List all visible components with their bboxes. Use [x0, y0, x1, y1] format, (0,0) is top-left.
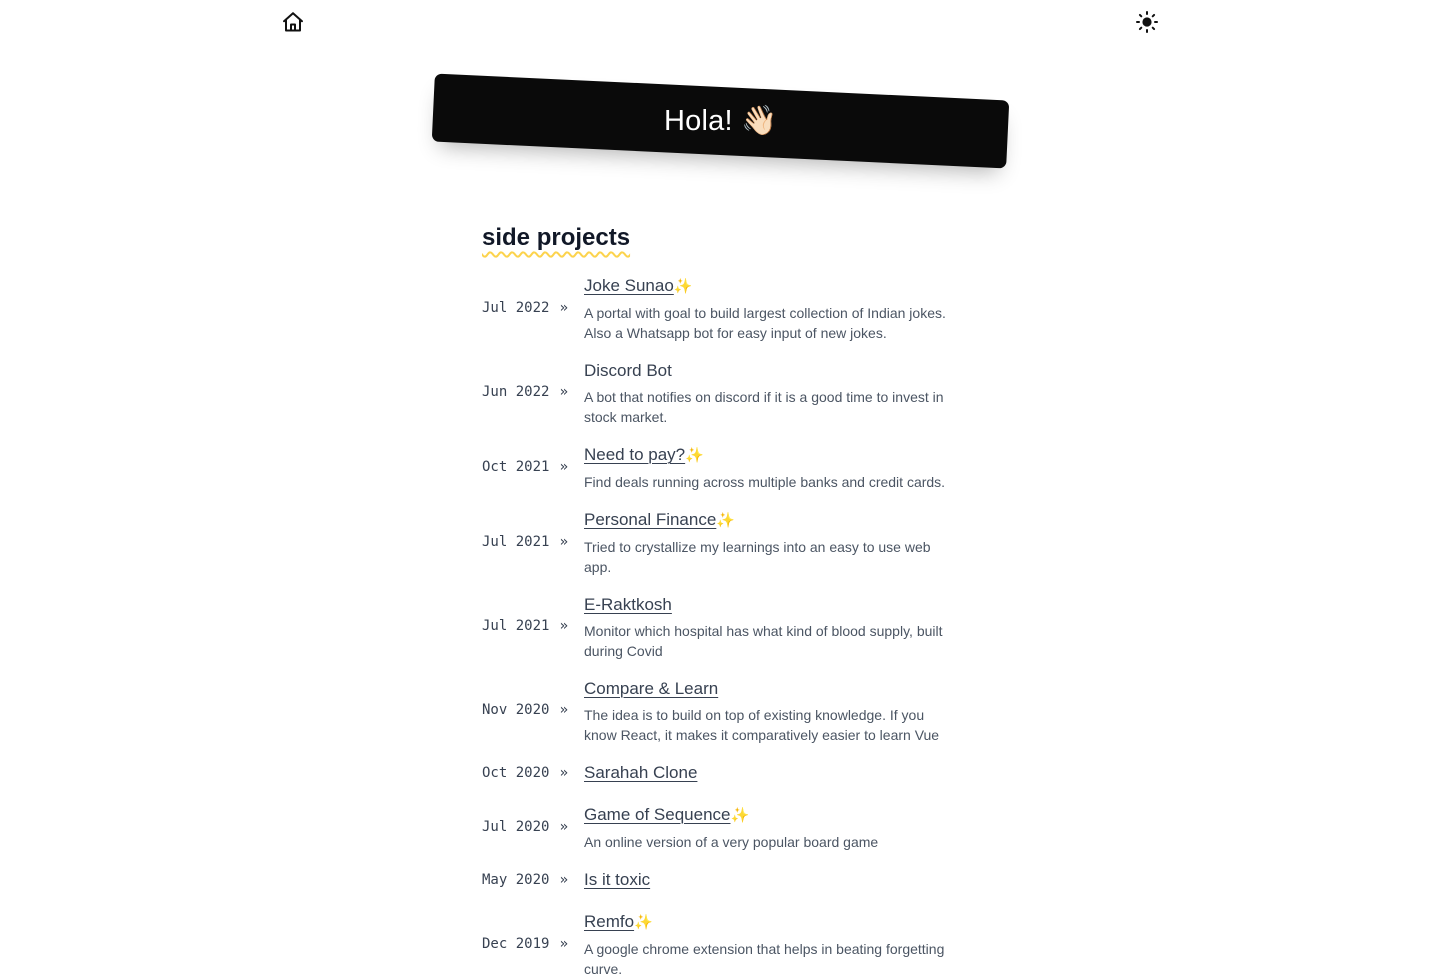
date-marker: »: [559, 935, 568, 952]
project-description: Monitor which hospital has what kind of blood supply, built during Covid: [584, 623, 943, 659]
project-list: [482, 272, 958, 979]
date-marker: »: [559, 384, 568, 400]
project-date-text: Oct 2021: [482, 458, 550, 475]
project-description: Tried to crystallize my learnings into an easy to use web app.: [584, 539, 931, 575]
project-body: [584, 441, 958, 492]
project-title: [584, 361, 672, 380]
project-body: [584, 759, 958, 787]
project-date: [482, 817, 568, 837]
project-date: [482, 870, 568, 890]
project-title-text: Game of Sequence: [584, 805, 731, 824]
project-body: [584, 357, 958, 427]
project-title-text: Sarahah Clone: [584, 763, 698, 782]
project-body: [584, 908, 958, 979]
project-title-text: Compare & Learn: [584, 679, 719, 698]
project-date-text: Dec 2019: [482, 935, 550, 952]
project-title[interactable]: [584, 870, 650, 889]
project-body: [584, 801, 958, 852]
project-item: [482, 357, 958, 427]
project-date: [482, 382, 568, 402]
section-title: side projects: [482, 224, 631, 251]
sparkles-icon: ✨: [634, 914, 653, 931]
project-item: [482, 866, 958, 894]
project-date-text: Jul 2021: [482, 533, 550, 550]
hola-banner-wrap: [433, 87, 1008, 155]
project-title-text: Need to pay?: [584, 445, 686, 464]
project-body: [584, 591, 958, 661]
project-body: [584, 675, 958, 745]
project-item: [482, 506, 958, 577]
project-title-text: Discord Bot: [584, 361, 672, 380]
project-date: [482, 934, 568, 954]
header: [280, 0, 1160, 42]
project-date-text: Jul 2021: [482, 618, 550, 634]
project-date: [482, 298, 568, 318]
project-title[interactable]: [584, 912, 653, 931]
project-title-text: Remfo: [584, 912, 635, 931]
project-date-text: Jul 2022: [482, 299, 550, 316]
project-description: A bot that notifies on discord if it is a good time to invest in stock market.: [584, 389, 944, 425]
home-icon: [281, 10, 305, 34]
date-marker: »: [559, 618, 568, 634]
sparkles-icon: ✨: [716, 512, 735, 529]
project-date-text: May 2020: [482, 872, 550, 888]
project-date: [482, 616, 568, 636]
project-title[interactable]: [584, 276, 692, 295]
date-marker: »: [559, 818, 568, 835]
date-marker: »: [559, 765, 568, 781]
project-title[interactable]: [584, 445, 704, 464]
project-title[interactable]: [584, 805, 749, 824]
project-item: [482, 591, 958, 661]
project-date-text: Oct 2020: [482, 765, 550, 781]
date-marker: »: [559, 299, 568, 316]
project-date: [482, 763, 568, 783]
project-date-text: Nov 2020: [482, 702, 550, 718]
date-marker: »: [559, 533, 568, 550]
project-title[interactable]: [584, 763, 697, 782]
home-link[interactable]: [280, 9, 306, 35]
project-title-text: Personal Finance: [584, 510, 717, 529]
project-title-text: Joke Sunao: [584, 276, 674, 295]
main-content: [482, 155, 958, 979]
project-date-text: Jul 2020: [482, 818, 550, 835]
project-title[interactable]: [584, 510, 735, 529]
theme-toggle-button[interactable]: [1134, 9, 1160, 35]
project-title[interactable]: [584, 595, 672, 614]
date-marker: »: [559, 702, 568, 718]
project-description: A portal with goal to build largest collection of Indian jokes. Also a Whatsapp bot for easy input of new jokes.: [584, 305, 946, 341]
project-title-text: E-Raktkosh: [584, 595, 672, 614]
project-date: [482, 700, 568, 720]
project-date-text: Jun 2022: [482, 384, 550, 400]
project-item: [482, 272, 958, 343]
project-item: [482, 908, 958, 979]
project-description: A google chrome extension that helps in beating forgetting curve.: [584, 941, 945, 977]
project-date: [482, 457, 568, 477]
project-item: [482, 441, 958, 492]
project-body: [584, 866, 958, 894]
project-description: Find deals running across multiple banks and credit cards.: [584, 474, 946, 490]
project-item: [482, 759, 958, 787]
project-body: [584, 272, 958, 343]
project-description: An online version of a very popular board game: [584, 834, 879, 850]
sun-icon: [1135, 10, 1159, 34]
sparkles-icon: ✨: [685, 447, 704, 464]
project-title-text: Is it toxic: [584, 870, 651, 889]
project-title[interactable]: [584, 679, 718, 698]
date-marker: »: [559, 458, 568, 475]
date-marker: »: [559, 872, 568, 888]
sparkles-icon: ✨: [673, 278, 693, 295]
project-item: [482, 675, 958, 745]
project-description: The idea is to build on top of existing knowledge. If you know React, it makes it comparatively easier to learn Vue: [584, 707, 940, 743]
project-body: [584, 506, 958, 577]
sparkles-icon: ✨: [730, 807, 750, 824]
banner-greeting: Hola! 👋🏻: [663, 104, 777, 137]
project-date: [482, 532, 568, 552]
project-item: [482, 801, 958, 852]
